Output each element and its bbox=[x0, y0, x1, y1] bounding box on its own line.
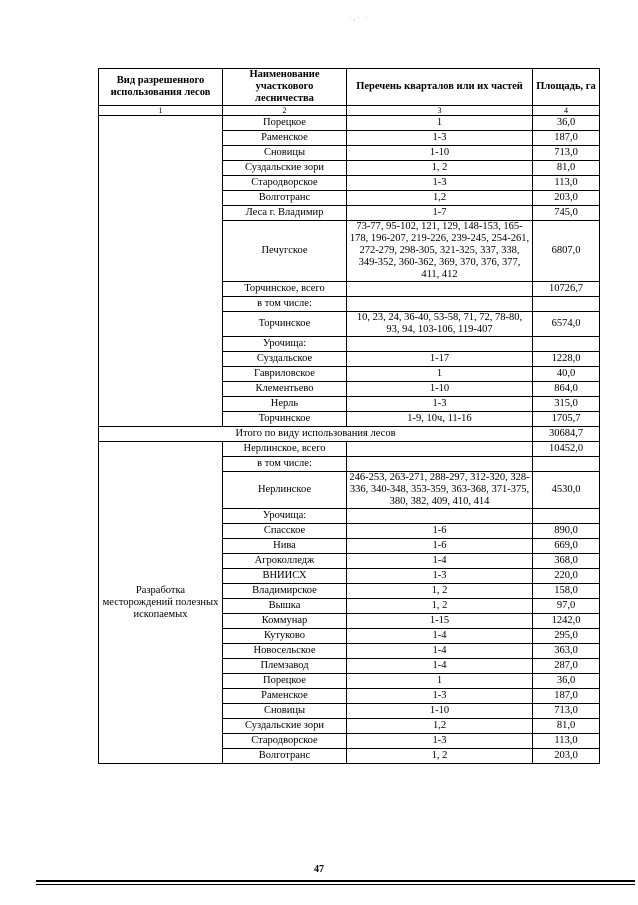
area-cell: 36,0 bbox=[533, 116, 600, 131]
forestry-name-cell: Нерлинское bbox=[223, 472, 347, 509]
forestry-name-cell: Урочища: bbox=[223, 337, 347, 352]
area-cell: 203,0 bbox=[533, 749, 600, 764]
area-cell bbox=[533, 337, 600, 352]
forestry-name-cell: Раменское bbox=[223, 131, 347, 146]
quarters-cell: 1 bbox=[347, 674, 533, 689]
area-cell: 97,0 bbox=[533, 599, 600, 614]
area-cell: 36,0 bbox=[533, 674, 600, 689]
area-cell: 6574,0 bbox=[533, 312, 600, 337]
area-cell: 1705,7 bbox=[533, 412, 600, 427]
quarters-cell: 1-4 bbox=[347, 659, 533, 674]
forestry-name-cell: Сновицы bbox=[223, 146, 347, 161]
forestry-name-cell: Нерль bbox=[223, 397, 347, 412]
quarters-cell: 1, 2 bbox=[347, 599, 533, 614]
column-number-row bbox=[99, 106, 600, 116]
column-number: 4 bbox=[533, 106, 600, 116]
area-cell: 187,0 bbox=[533, 689, 600, 704]
forestry-name-cell: Суздальские зори bbox=[223, 161, 347, 176]
forestry-name-cell: в том числе: bbox=[223, 297, 347, 312]
use-type-cell bbox=[99, 116, 223, 427]
quarters-cell: 1-15 bbox=[347, 614, 533, 629]
quarters-cell: 1-3 bbox=[347, 397, 533, 412]
use-type-cell: Разработка месторождений полезных ископаемых bbox=[99, 442, 223, 764]
quarters-cell: 1-10 bbox=[347, 382, 533, 397]
forestry-name-cell: Нива bbox=[223, 539, 347, 554]
area-cell: 10452,0 bbox=[533, 442, 600, 457]
forestry-name-cell: Новосельское bbox=[223, 644, 347, 659]
forestry-name-cell: Племзавод bbox=[223, 659, 347, 674]
area-cell: 1228,0 bbox=[533, 352, 600, 367]
forestry-name-cell: в том числе: bbox=[223, 457, 347, 472]
table-header-row bbox=[99, 69, 600, 106]
area-cell: 713,0 bbox=[533, 704, 600, 719]
forestry-name-cell: Сновицы bbox=[223, 704, 347, 719]
forestry-name-cell: Урочища: bbox=[223, 509, 347, 524]
quarters-cell: 246-253, 263-271, 288-297, 312-320, 328-336, 340-348, 353-359, 363-368, 371-375, 380, 382, 409, 410, 414 bbox=[347, 472, 533, 509]
forestry-name-cell: Владимирское bbox=[223, 584, 347, 599]
table-row bbox=[99, 116, 600, 131]
quarters-cell: 1-3 bbox=[347, 689, 533, 704]
total-row bbox=[99, 427, 600, 442]
quarters-cell: 1-9, 10ч, 11-16 bbox=[347, 412, 533, 427]
area-cell: 890,0 bbox=[533, 524, 600, 539]
area-cell: 220,0 bbox=[533, 569, 600, 584]
area-cell: 4530,0 bbox=[533, 472, 600, 509]
area-cell: 287,0 bbox=[533, 659, 600, 674]
forestry-name-cell: Стародворское bbox=[223, 176, 347, 191]
quarters-cell: 1-4 bbox=[347, 629, 533, 644]
area-cell: 40,0 bbox=[533, 367, 600, 382]
quarters-cell: 1-10 bbox=[347, 146, 533, 161]
quarters-cell bbox=[347, 509, 533, 524]
quarters-cell: 73-77, 95-102, 121, 129, 148-153, 165-178, 196-207, 219-226, 239-245, 254-261, 272-279, 298-305, 321-325, 337, 338, 349-352, 360-362, 369, 370, 376, 377, 411, 412 bbox=[347, 221, 533, 282]
forestry-name-cell: Клементьево bbox=[223, 382, 347, 397]
forestry-name-cell: Печугское bbox=[223, 221, 347, 282]
forestry-name-cell: Торчинское bbox=[223, 412, 347, 427]
forestry-name-cell: Кутуково bbox=[223, 629, 347, 644]
area-cell: 864,0 bbox=[533, 382, 600, 397]
forestry-name-cell: Волготранс bbox=[223, 749, 347, 764]
area-cell: 368,0 bbox=[533, 554, 600, 569]
area-cell: 745,0 bbox=[533, 206, 600, 221]
column-number: 2 bbox=[223, 106, 347, 116]
quarters-cell: 1-7 bbox=[347, 206, 533, 221]
forestry-name-cell: Гавриловское bbox=[223, 367, 347, 382]
forestry-name-cell: Суздальское bbox=[223, 352, 347, 367]
forestry-name-cell: Вышка bbox=[223, 599, 347, 614]
page-number: 47 bbox=[314, 864, 324, 875]
area-cell bbox=[533, 297, 600, 312]
footer-rule-thin bbox=[36, 884, 635, 885]
quarters-cell: 1-3 bbox=[347, 176, 533, 191]
quarters-cell: 1 bbox=[347, 116, 533, 131]
quarters-cell: 1, 2 bbox=[347, 161, 533, 176]
quarters-cell bbox=[347, 442, 533, 457]
area-cell: 158,0 bbox=[533, 584, 600, 599]
area-cell: 6807,0 bbox=[533, 221, 600, 282]
area-cell: 713,0 bbox=[533, 146, 600, 161]
forestry-name-cell: Стародворское bbox=[223, 734, 347, 749]
quarters-cell: 1-3 bbox=[347, 569, 533, 584]
forestry-name-cell: Нерлинское, всего bbox=[223, 442, 347, 457]
column-number: 1 bbox=[99, 106, 223, 116]
area-cell: 203,0 bbox=[533, 191, 600, 206]
forestry-name-cell: Раменское bbox=[223, 689, 347, 704]
quarters-cell bbox=[347, 297, 533, 312]
quarters-cell: 1-3 bbox=[347, 131, 533, 146]
quarters-cell: 10, 23, 24, 36-40, 53-58, 71, 72, 78-80, 93, 94, 103-106, 119-407 bbox=[347, 312, 533, 337]
area-cell: 10726,7 bbox=[533, 282, 600, 297]
total-label: Итого по виду использования лесов bbox=[99, 427, 533, 442]
quarters-cell: 1 bbox=[347, 367, 533, 382]
footer-rule bbox=[36, 880, 635, 882]
quarters-cell: 1,2 bbox=[347, 191, 533, 206]
quarters-cell: 1-4 bbox=[347, 554, 533, 569]
quarters-cell bbox=[347, 282, 533, 297]
header-quarters: Перечень кварталов или их частей bbox=[347, 69, 533, 106]
quarters-cell: 1, 2 bbox=[347, 584, 533, 599]
area-cell bbox=[533, 457, 600, 472]
forestry-name-cell: Леса г. Владимир bbox=[223, 206, 347, 221]
forestry-name-cell: ВНИИСХ bbox=[223, 569, 347, 584]
forestry-name-cell: Агроколледж bbox=[223, 554, 347, 569]
quarters-cell bbox=[347, 337, 533, 352]
forest-use-table bbox=[98, 68, 600, 764]
forestry-name-cell: Спасское bbox=[223, 524, 347, 539]
area-cell bbox=[533, 509, 600, 524]
area-cell: 113,0 bbox=[533, 176, 600, 191]
quarters-cell: 1-4 bbox=[347, 644, 533, 659]
area-cell: 669,0 bbox=[533, 539, 600, 554]
quarters-cell: 1-6 bbox=[347, 524, 533, 539]
area-cell: 1242,0 bbox=[533, 614, 600, 629]
header-use-type: Вид разрешенного использования лесов bbox=[99, 69, 223, 106]
column-number: 3 bbox=[347, 106, 533, 116]
area-cell: 315,0 bbox=[533, 397, 600, 412]
forestry-name-cell: Торчинское bbox=[223, 312, 347, 337]
area-cell: 81,0 bbox=[533, 161, 600, 176]
quarters-cell bbox=[347, 457, 533, 472]
forestry-name-cell: Волготранс bbox=[223, 191, 347, 206]
forestry-name-cell: Порецкое bbox=[223, 116, 347, 131]
area-cell: 81,0 bbox=[533, 719, 600, 734]
quarters-cell: 1-10 bbox=[347, 704, 533, 719]
quarters-cell: 1, 2 bbox=[347, 749, 533, 764]
quarters-cell: 1-3 bbox=[347, 734, 533, 749]
table-row bbox=[99, 442, 600, 457]
area-cell: 113,0 bbox=[533, 734, 600, 749]
forestry-name-cell: Суздальские зори bbox=[223, 719, 347, 734]
area-cell: 363,0 bbox=[533, 644, 600, 659]
quarters-cell: 1-6 bbox=[347, 539, 533, 554]
area-cell: 295,0 bbox=[533, 629, 600, 644]
quarters-cell: 1-17 bbox=[347, 352, 533, 367]
quarters-cell: 1,2 bbox=[347, 719, 533, 734]
area-cell: 187,0 bbox=[533, 131, 600, 146]
forestry-name-cell: Торчинское, всего bbox=[223, 282, 347, 297]
forestry-name-cell: Коммунар bbox=[223, 614, 347, 629]
forestry-name-cell: Порецкое bbox=[223, 674, 347, 689]
header-area: Площадь, га bbox=[533, 69, 600, 106]
header-forestry-name: Наименование участкового лесничества bbox=[223, 69, 347, 106]
total-area: 30684,7 bbox=[533, 427, 600, 442]
scan-artifact: ·,· : bbox=[349, 14, 370, 22]
